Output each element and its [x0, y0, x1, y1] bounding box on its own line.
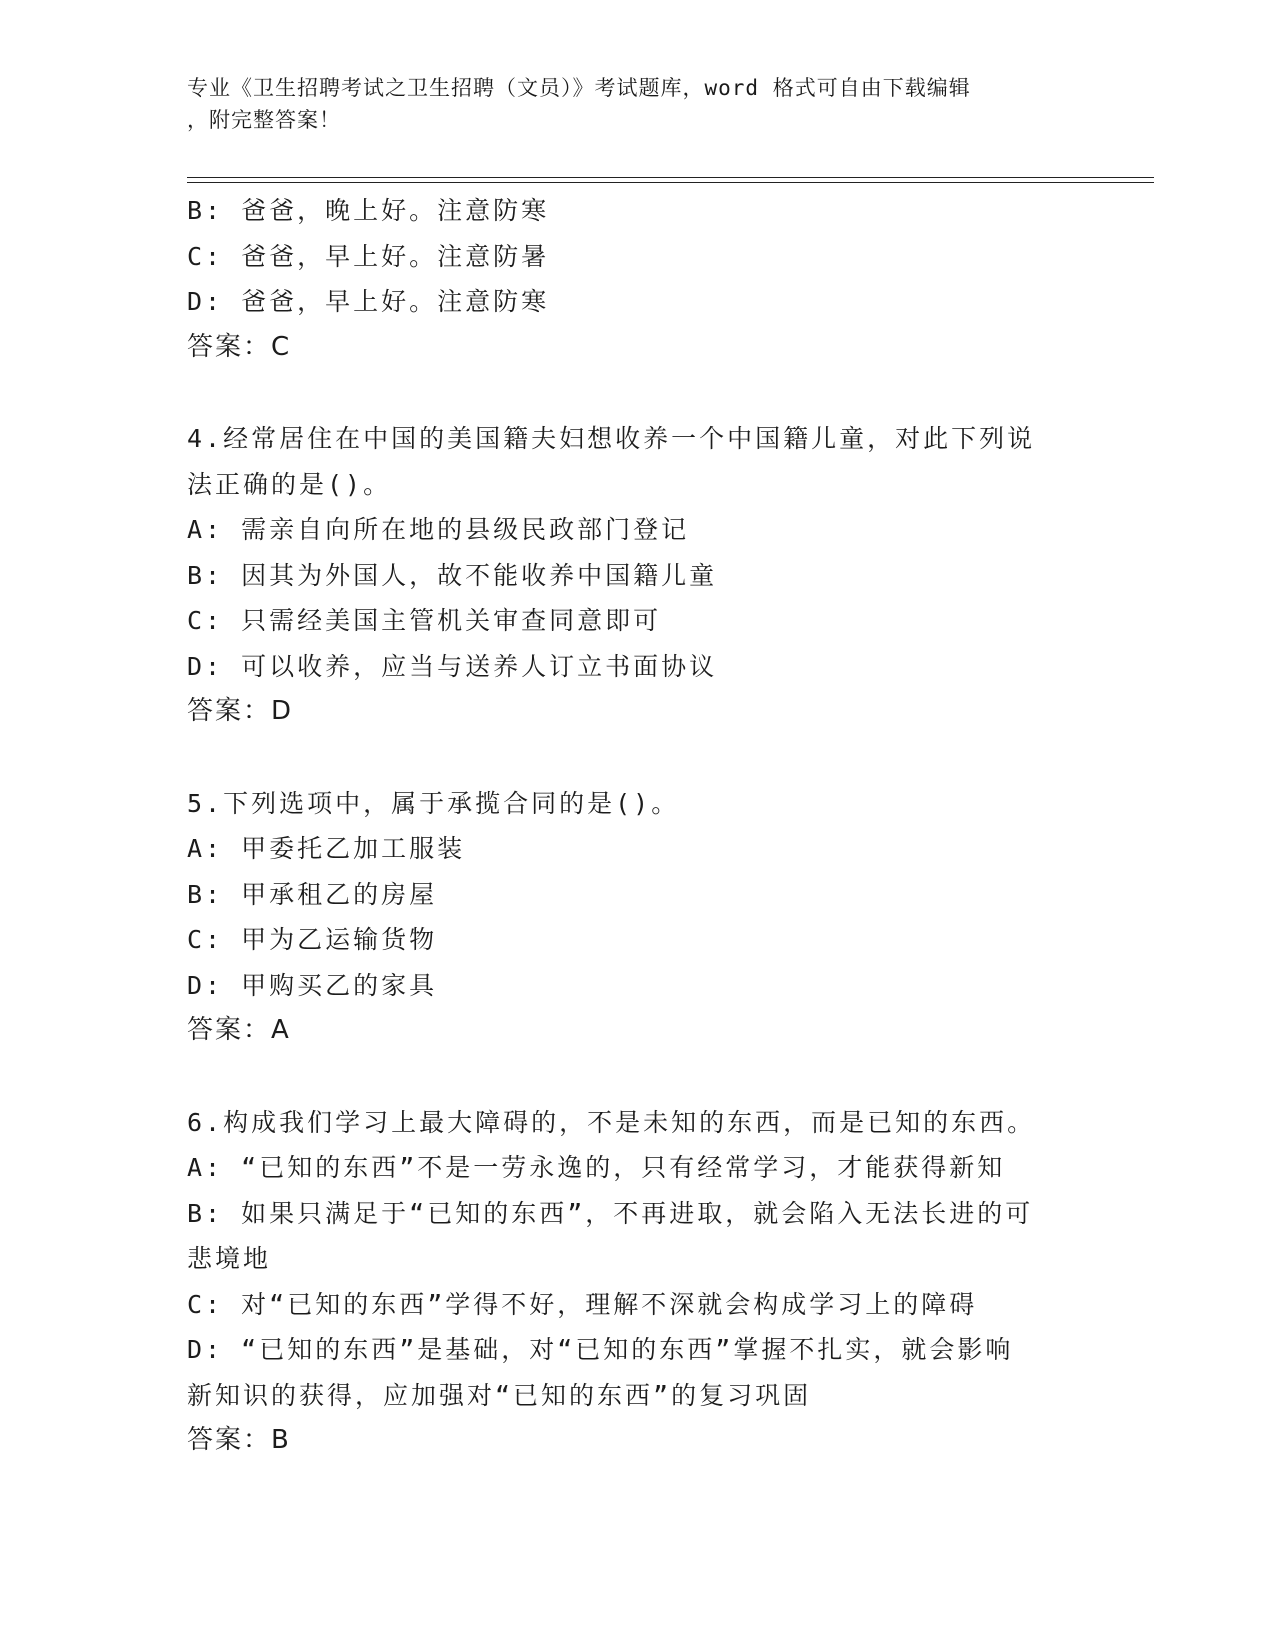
option-b: B: 甲承租乙的房屋 [187, 879, 438, 909]
option-a: A: 甲委托乙加工服装 [187, 834, 466, 863]
answer-label: 答案：D [187, 696, 294, 726]
option-c: C: 甲为乙运输货物 [187, 925, 438, 954]
option-c: C: 对“已知的东西”学得不好，理解不深就会构成学习上的障碍 [187, 1289, 978, 1319]
option-d: D: 爸爸，早上好。注意防寒 [187, 287, 550, 316]
header-divider-bottom [187, 182, 1154, 183]
question-stem: 4.经常居住在中国的美国籍夫妇想收养一个中国籍儿童，对此下列说 [187, 424, 1036, 453]
option-b: B: 如果只满足于“已知的东西”，不再进取，就会陷入无法长进的可 [187, 1198, 1034, 1228]
option-b: B: 因其为外国人，故不能收养中国籍儿童 [187, 560, 718, 590]
question-3-continued [187, 188, 1087, 370]
question-4 [187, 416, 1087, 735]
question-5 [187, 781, 1087, 1054]
question-stem: 法正确的是()。 [187, 469, 392, 499]
answer-label: 答案：B [187, 1425, 291, 1455]
question-stem: 5.下列选项中，属于承揽合同的是()。 [187, 788, 680, 818]
option-c: C: 爸爸，早上好。注意防暑 [187, 241, 550, 271]
option-d: D: 甲购买乙的家具 [187, 970, 438, 1000]
option-d: D: “已知的东西”是基础，对“已知的东西”掌握不扎实，就会影响 [187, 1335, 1014, 1364]
option-a: A: “已知的东西”不是一劳永逸的，只有经常学习，才能获得新知 [187, 1153, 1006, 1182]
question-6 [187, 1100, 1087, 1464]
header-line-2: ，附完整答案！ [187, 108, 341, 132]
document-header [187, 72, 1067, 136]
option-a: A: 需亲自向所在地的县级民政部门登记 [187, 515, 690, 544]
answer-label: 答案：C [187, 331, 292, 362]
option-b: B: 爸爸，晚上好。注意防寒 [187, 196, 550, 225]
option-b-continued: 悲境地 [187, 1244, 272, 1273]
answer-label: 答案：A [187, 1015, 291, 1045]
header-divider-top [187, 177, 1154, 178]
option-c: C: 只需经美国主管机关审查同意即可 [187, 606, 662, 635]
question-stem: 6.构成我们学习上最大障碍的，不是未知的东西，而是已知的东西。 [187, 1107, 1036, 1137]
option-d: D: 可以收养，应当与送养人订立书面协议 [187, 651, 718, 681]
question-list [187, 188, 1087, 1464]
option-d-continued: 新知识的获得，应加强对“已知的东西”的复习巩固 [187, 1380, 812, 1410]
header-line-1: 专业《卫生招聘考试之卫生招聘（文员）》考试题库，word 格式可自由下载编辑 [187, 76, 971, 100]
